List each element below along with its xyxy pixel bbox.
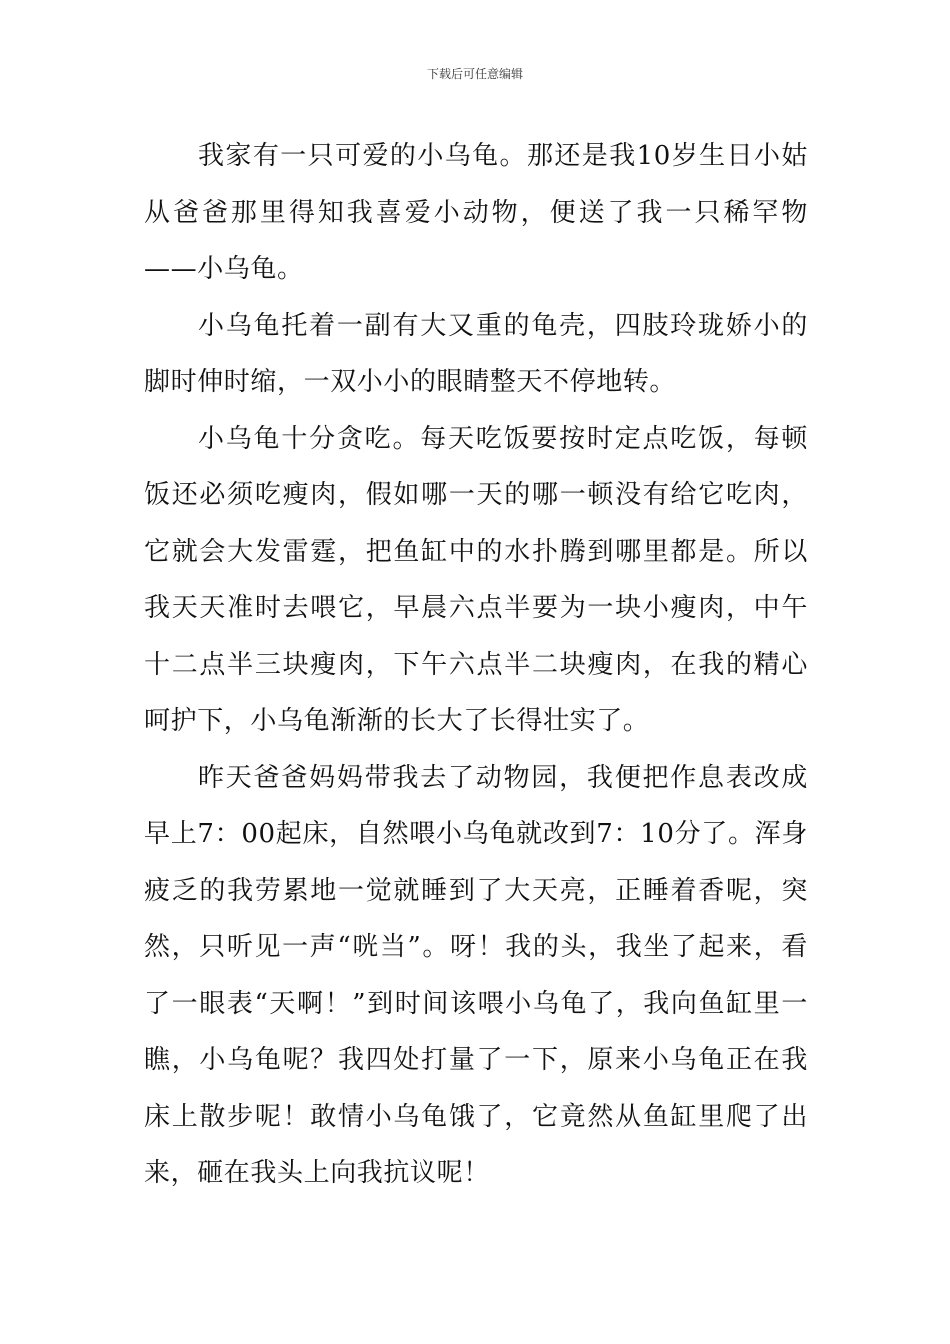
paragraph-2: 小乌龟托着一副有大又重的龟壳，四肢玲珑娇小的脚时伸时缩，一双小小的眼睛整天不停地转。 xyxy=(144,310,808,397)
article-body xyxy=(144,128,808,1202)
paragraph-3: 小乌龟十分贪吃。每天吃饭要按时定点吃饭，每顿饭还必须吃瘦肉，假如哪一天的哪一顿没有给它吃肉，它就会大发雷霆，把鱼缸中的水扑腾到哪里都是。所以我天天准时去喂它，早晨六点半要为一块小瘦肉，中午十二点半三块瘦肉，下午六点半二块瘦肉，在我的精心呵护下，小乌龟渐渐的长大了长得壮实了。 xyxy=(144,423,808,736)
paragraph-4: 昨天爸爸妈妈带我去了动物园，我便把作息表改成早上7：00起床，自然喂小乌龟就改到7：10分了。浑身疲乏的我劳累地一觉就睡到了大天亮，正睡着香呢，突然，只听见一声“咣当”。呀！我的头，我坐了起来，看了一眼表“天啊！”到时间该喂小乌龟了，我向鱼缸里一瞧，小乌龟呢？我四处打量了一下，原来小乌龟正在我床上散步呢！敢情小乌龟饿了，它竟然从鱼缸里爬了出来，砸在我头上向我抗议呢！ xyxy=(144,762,808,1188)
paragraph-1: 我家有一只可爱的小乌龟。那还是我10岁生日小姑从爸爸那里得知我喜爱小动物，便送了我一只稀罕物——小乌龟。 xyxy=(144,141,808,284)
header-note: 下载后可任意编辑 xyxy=(426,67,523,81)
